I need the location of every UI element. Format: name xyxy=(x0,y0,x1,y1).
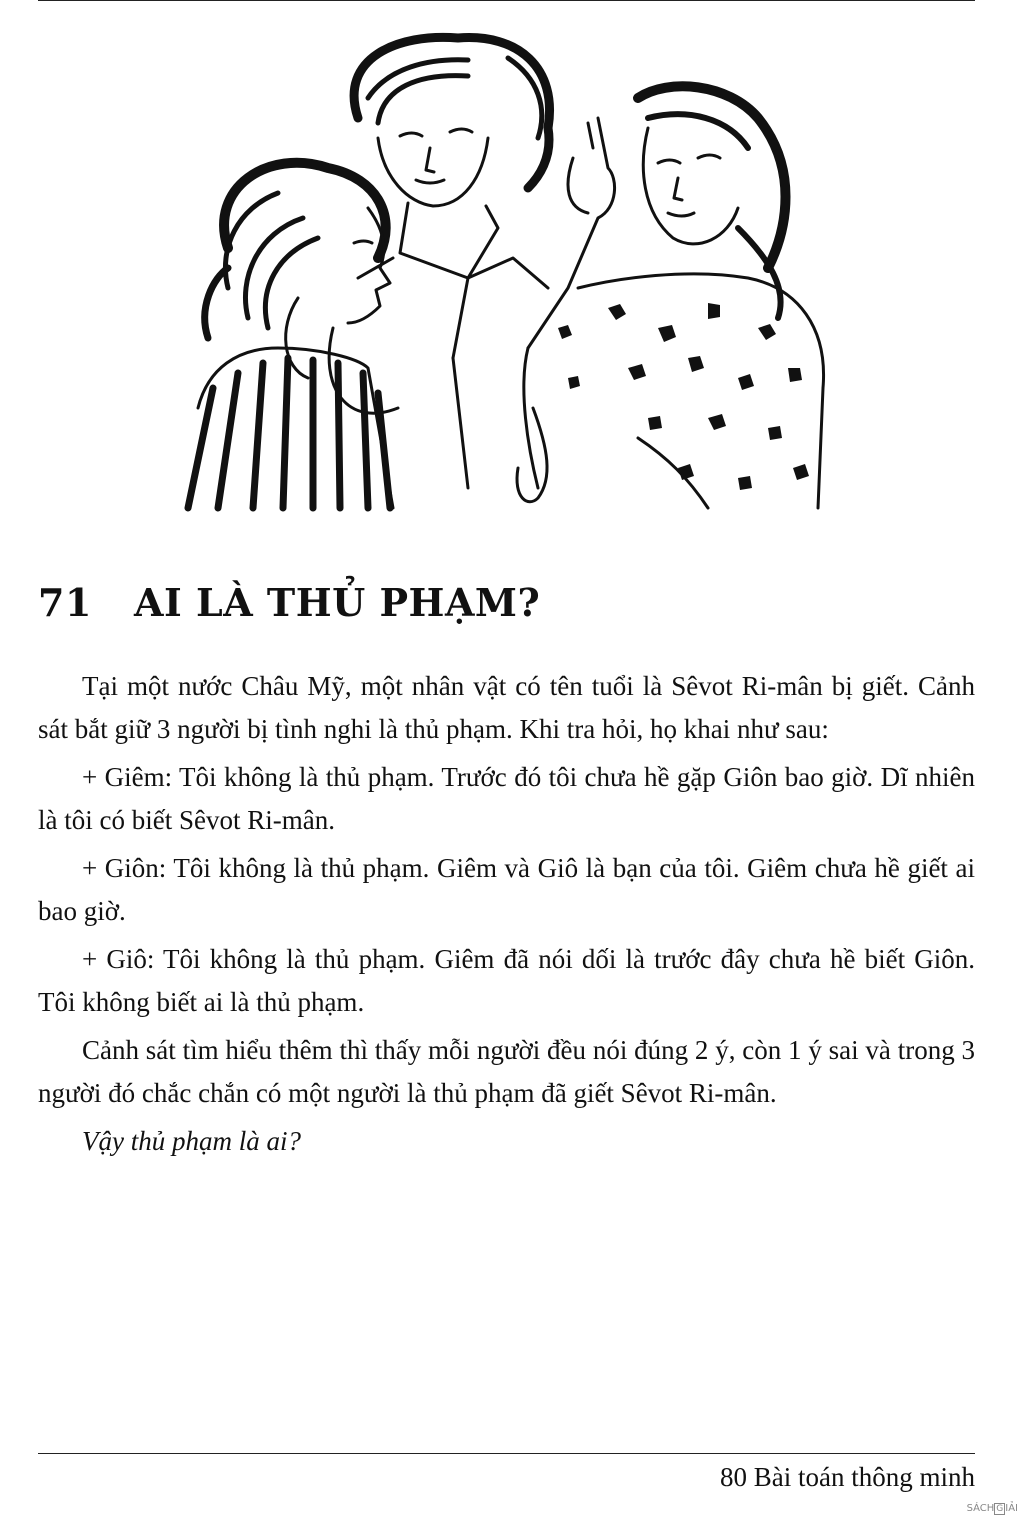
section-title: AI LÀ THỦ PHẠM? xyxy=(134,580,541,625)
footer-rule xyxy=(38,1453,975,1454)
illustration-three-women xyxy=(168,28,838,533)
footer-book-title: 80 Bài toán thông minh xyxy=(720,1462,975,1492)
watermark xyxy=(967,1503,1018,1515)
paragraph: Cảnh sát tìm hiểu thêm thì thấy mỗi người đều nói đúng 2 ý, còn 1 ý sai và trong 3 người đó chắc chắn có một người là thủ phạm đã giết Sêvot Ri-mân. xyxy=(38,1035,975,1108)
section-heading xyxy=(38,580,540,625)
watermark-logo: G xyxy=(996,1504,1004,1514)
watermark-text: SÁCH xyxy=(966,1503,995,1514)
section-number: 71 xyxy=(38,580,92,625)
problem-text xyxy=(38,665,975,1168)
paragraph: + Giêm: Tôi không là thủ phạm. Trước đó tôi chưa hề gặp Giôn bao giờ. Dĩ nhiên là tôi có biết Sêvot Ri-mân. xyxy=(38,762,975,835)
top-rule xyxy=(38,0,975,1)
question: Vậy thủ phạm là ai? xyxy=(82,1126,301,1156)
paragraph: Tại một nước Châu Mỹ, một nhân vật có tên tuổi là Sêvot Ri-mân bị giết. Cảnh sát bắt giữ 3 người bị tình nghi là thủ phạm. Khi tra hỏi, họ khai như sau: xyxy=(38,671,975,744)
paragraph: + Giô: Tôi không là thủ phạm. Giêm đã nói dối là trước đây chưa hề biết Giôn. Tôi không biết ai là thủ phạm. xyxy=(38,944,975,1017)
watermark-text: IẢI xyxy=(1005,1503,1018,1514)
paragraph: + Giôn: Tôi không là thủ phạm. Giêm và Giô là bạn của tôi. Giêm chưa hề giết ai bao giờ. xyxy=(38,853,975,926)
